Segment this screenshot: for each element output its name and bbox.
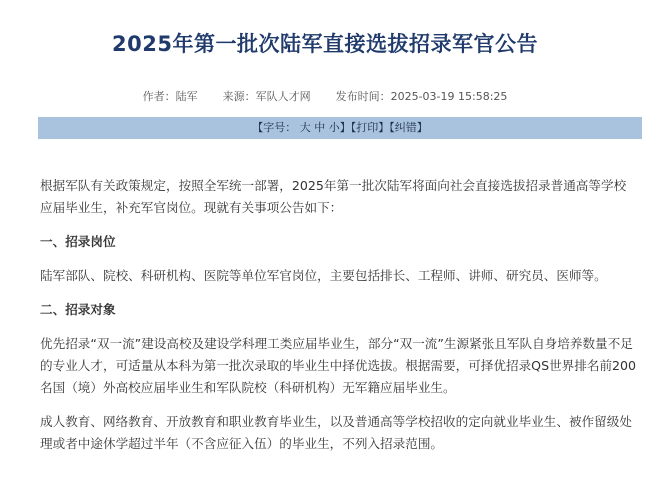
article-meta [0,88,650,104]
print-button[interactable]: 【打印】 [350,121,390,134]
section-heading-positions: 一、招录岗位 [40,234,116,249]
article-body [40,175,638,467]
article-toolbar [38,117,642,139]
font-medium-button[interactable]: 中 [314,121,326,134]
source-value: 军队人才网 [255,90,311,103]
font-small-button[interactable]: 小 [328,121,340,134]
intro-paragraph: 根据军队有关政策规定，按照全军统一部署，2025年第一批次陆军将面向社会直接选拔招录普通高等学校应届毕业生，补充军官岗位。现就有关事项公告如下： [40,178,627,215]
author-label: 作者： [142,90,176,103]
font-large-button[interactable]: 大 [299,121,311,134]
correct-button[interactable]: 【纠错】 [389,121,428,134]
time-label: 发布时间： [335,90,391,103]
source-label: 来源： [222,90,256,103]
font-size-suffix: 】 [339,121,351,134]
author-value: 陆军 [175,90,198,103]
page-title: 2025年第一批次陆军直接选拔招录军官公告 [112,32,538,56]
section-heading-targets: 二、招录对象 [40,302,116,317]
exclusions-paragraph: 成人教育、网络教育、开放教育和职业教育毕业生，以及普通高等学校招收的定向就业毕业生、被作留级处理或者中途休学超过半年（不含应征入伍）的毕业生，不列入招录范围。 [40,414,632,451]
font-size-prefix: 【字号： [252,121,297,134]
positions-paragraph: 陆军部队、院校、科研机构、医院等单位军官岗位，主要包括排长、工程师、讲师、研究员、医师等。 [40,268,607,283]
publish-time: 2025-03-19 15:58:25 [390,90,508,103]
targets-paragraph: 优先招录“双一流”建设高校及建设学科理工类应届毕业生，部分“双一流”生源紧张且军队自身培养数量不足的专业人才，可适量从本科为第一批次录取的毕业生中择优选拔。根据需要，可择优招录QS世界排名前200名国（境）外高校应届毕业生和军队院校（科研机构）无军籍应届毕业生。 [40,336,637,395]
